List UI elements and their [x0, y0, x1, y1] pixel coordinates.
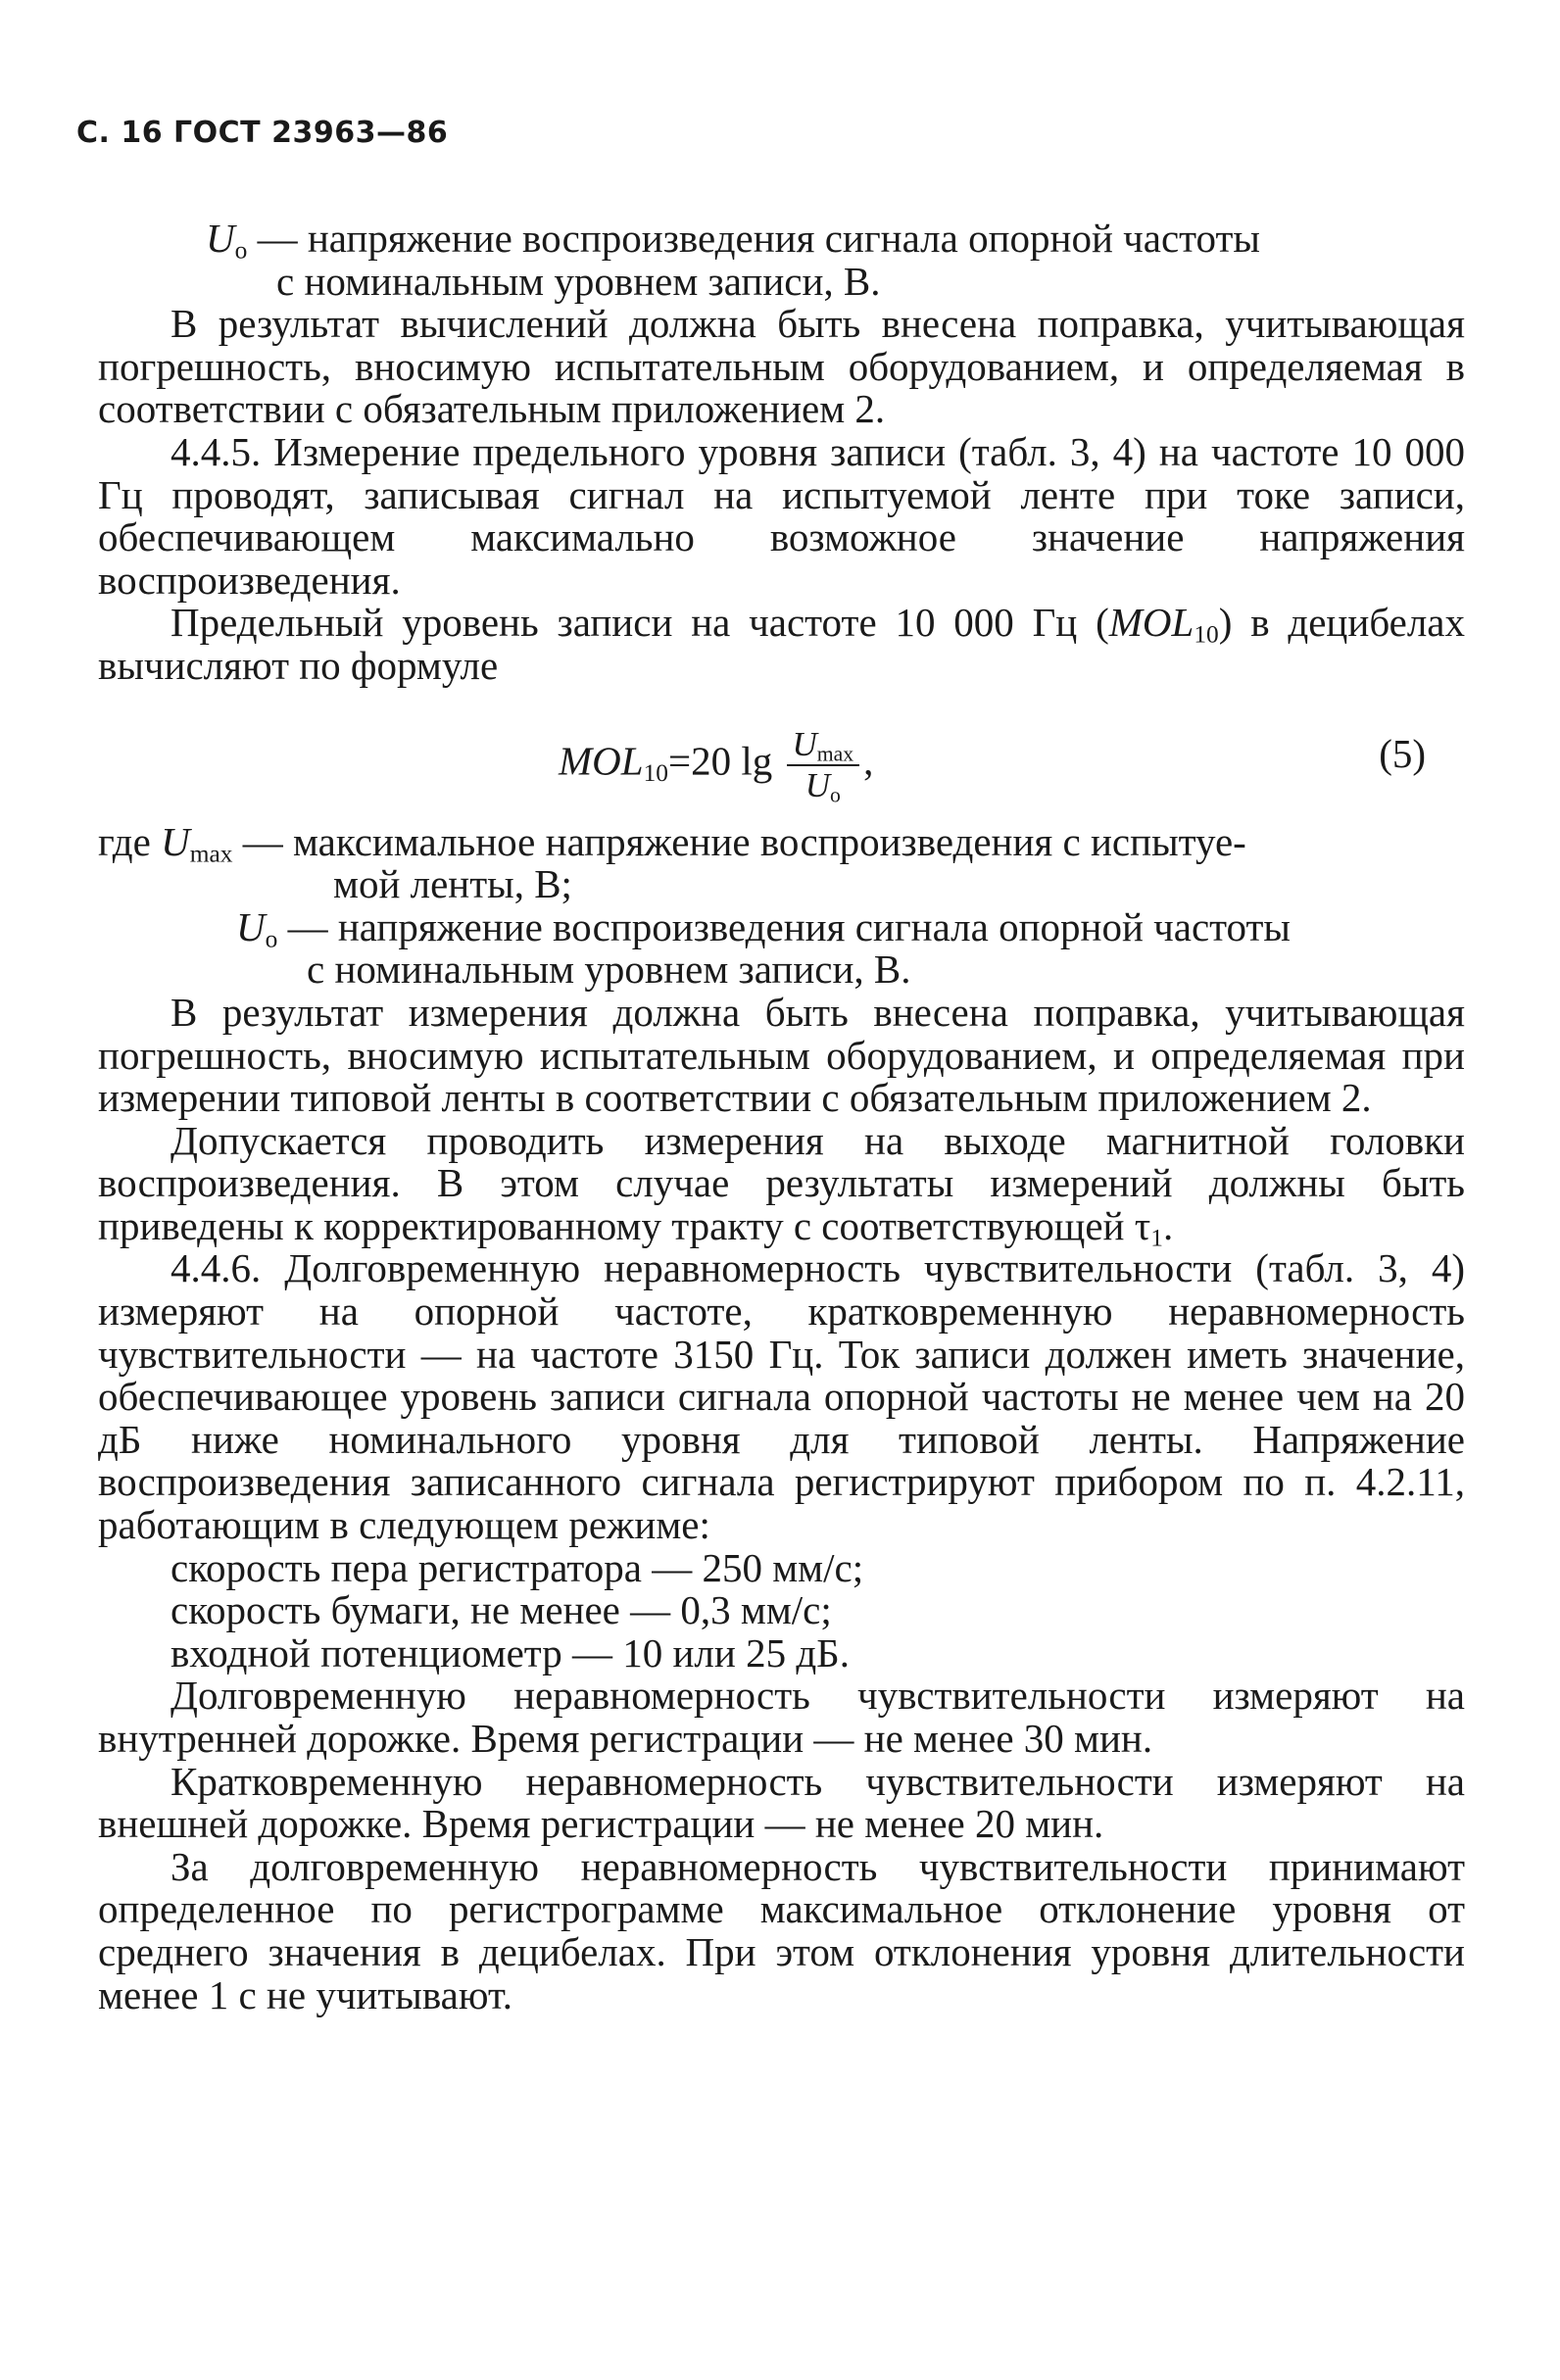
formula-denominator: [787, 766, 860, 805]
legend-umax-desc-cont: мой ленты, В;: [333, 861, 572, 907]
denominator-sub: о: [830, 782, 841, 806]
paragraph-4-4-6: 4.4.6. Долговременную неравномерность чувствительности (табл. 3, 4) измеряют на опорной частоте, кратковременную неравномерность чувствительности — на частоте 3150 Гц. Ток записи должен иметь значение, обеспечивающее уровень записи сигнала опорной частоты не менее чем на 20 дБ ниже номинального уровня для типовой ленты. Напряжение воспроизведения записанного сигнала регистрируют прибором по п. 4.2.11, работающим в следующем режиме:: [98, 1245, 1465, 1548]
page-header: С. 16 ГОСТ 23963—86: [76, 116, 449, 150]
legend-symbol-sub: о: [234, 236, 248, 265]
formula-numerator: [787, 725, 860, 766]
legend-umax: [98, 818, 1465, 907]
formula-eq: =20 lg: [667, 737, 773, 783]
list-item: скорость бумаги, не менее — 0,3 мм/с;: [171, 1587, 832, 1633]
formula-trail: ,: [863, 737, 874, 783]
numerator-sub: max: [816, 741, 854, 765]
legend-u0-top: [206, 218, 1465, 303]
legend-desc-cont: с номинальным уровнем записи, В.: [276, 258, 881, 304]
legend-umax-sub: max: [189, 839, 233, 867]
mol-intro-after: ) в децибелах вычисляют по формуле: [98, 600, 1465, 688]
list-item: входной потенциометр — 10 или 25 дБ.: [171, 1629, 850, 1676]
formula-5: [98, 696, 1465, 817]
mol-intro-before: Предельный уровень записи на частоте 10 000 Гц (: [171, 600, 1109, 646]
paragraph-short-term: Кратковременную неравномерность чувствительности измеряют на внешней дорожке. Время регистрации — не менее 20 мин.: [98, 1758, 1465, 1847]
recorder-settings-list: [98, 1544, 1465, 1676]
legend-u0-sub: о: [265, 925, 278, 953]
paragraph-4-4-5: 4.4.5. Измерение предельного уровня записи (табл. 3, 4) на частоте 10 000 Гц проводят, записывая сигнал на испытуемой ленте при токе записи, обеспечивающем максимально возможное значение напряжения воспроизведения.: [98, 428, 1465, 603]
head-output-text: Допускается проводить измерения на выходе магнитной головки воспроизведения. В этом случае результаты измерений должны быть приведены к корректированному тракту с соответствующей τ: [98, 1117, 1465, 1248]
denominator-symbol: U: [804, 765, 831, 804]
paragraph-correction-2: В результат измерения должна быть внесена поправка, учитывающая погрешность, вносимую испытательным оборудованием, и определяемая при измерении типовой ленты в соответствии с обязательным приложением 2.: [98, 989, 1465, 1121]
legend-u0-desc: — напряжение воспроизведения сигнала опорной частоты: [277, 903, 1291, 949]
paragraph-correction-1: В результат вычислений должна быть внесена поправка, учитывающая погрешность, вносимую испытательным оборудованием, и определяемая в соответствии с обязательным приложением 2.: [98, 301, 1465, 432]
mol-term: MOL: [1108, 600, 1194, 646]
legend-umax-desc: — максимальное напряжение воспроизведения с испытуе-: [232, 818, 1246, 864]
body-text: [98, 218, 1465, 2016]
formula-lhs-sub: 10: [643, 758, 668, 787]
mol-term-sub: 10: [1194, 620, 1219, 649]
tau-sub: 1: [1150, 1224, 1163, 1252]
formula-lhs: MOL: [559, 737, 644, 783]
legend-desc: — напряжение воспроизведения сигнала опорной частоты: [247, 216, 1260, 261]
formula-fraction: [787, 725, 860, 805]
numerator-symbol: U: [792, 724, 817, 763]
formula-number: (5): [1379, 730, 1426, 776]
legend-u0-desc-cont: с номинальным уровнем записи, В.: [307, 947, 911, 993]
head-output-end: .: [1162, 1202, 1174, 1248]
paragraph-definition: За долговременную неравномерность чувствительности принимают определенное по регистрограмме максимальное отклонение уровня от среднего значения в децибелах. При этом отклонения уровня длительности менее 1 с не учитывают.: [98, 1843, 1465, 2017]
legend-where: где: [98, 818, 162, 864]
legend-u0-bottom: [236, 903, 1465, 993]
formula-expression: [559, 725, 873, 805]
paragraph-head-output: [98, 1117, 1465, 1252]
paragraph-long-term: Долговременную неравномерность чувствительности измеряют на внутренней дорожке. Время регистрации — не менее 30 мин.: [98, 1673, 1465, 1761]
legend-umax-symbol: U: [161, 818, 190, 864]
list-item: скорость пера регистратора — 250 мм/с;: [171, 1544, 864, 1590]
legend-u0-symbol: U: [236, 903, 266, 949]
legend-symbol: U: [206, 216, 235, 261]
paragraph-mol-intro: [98, 602, 1465, 687]
